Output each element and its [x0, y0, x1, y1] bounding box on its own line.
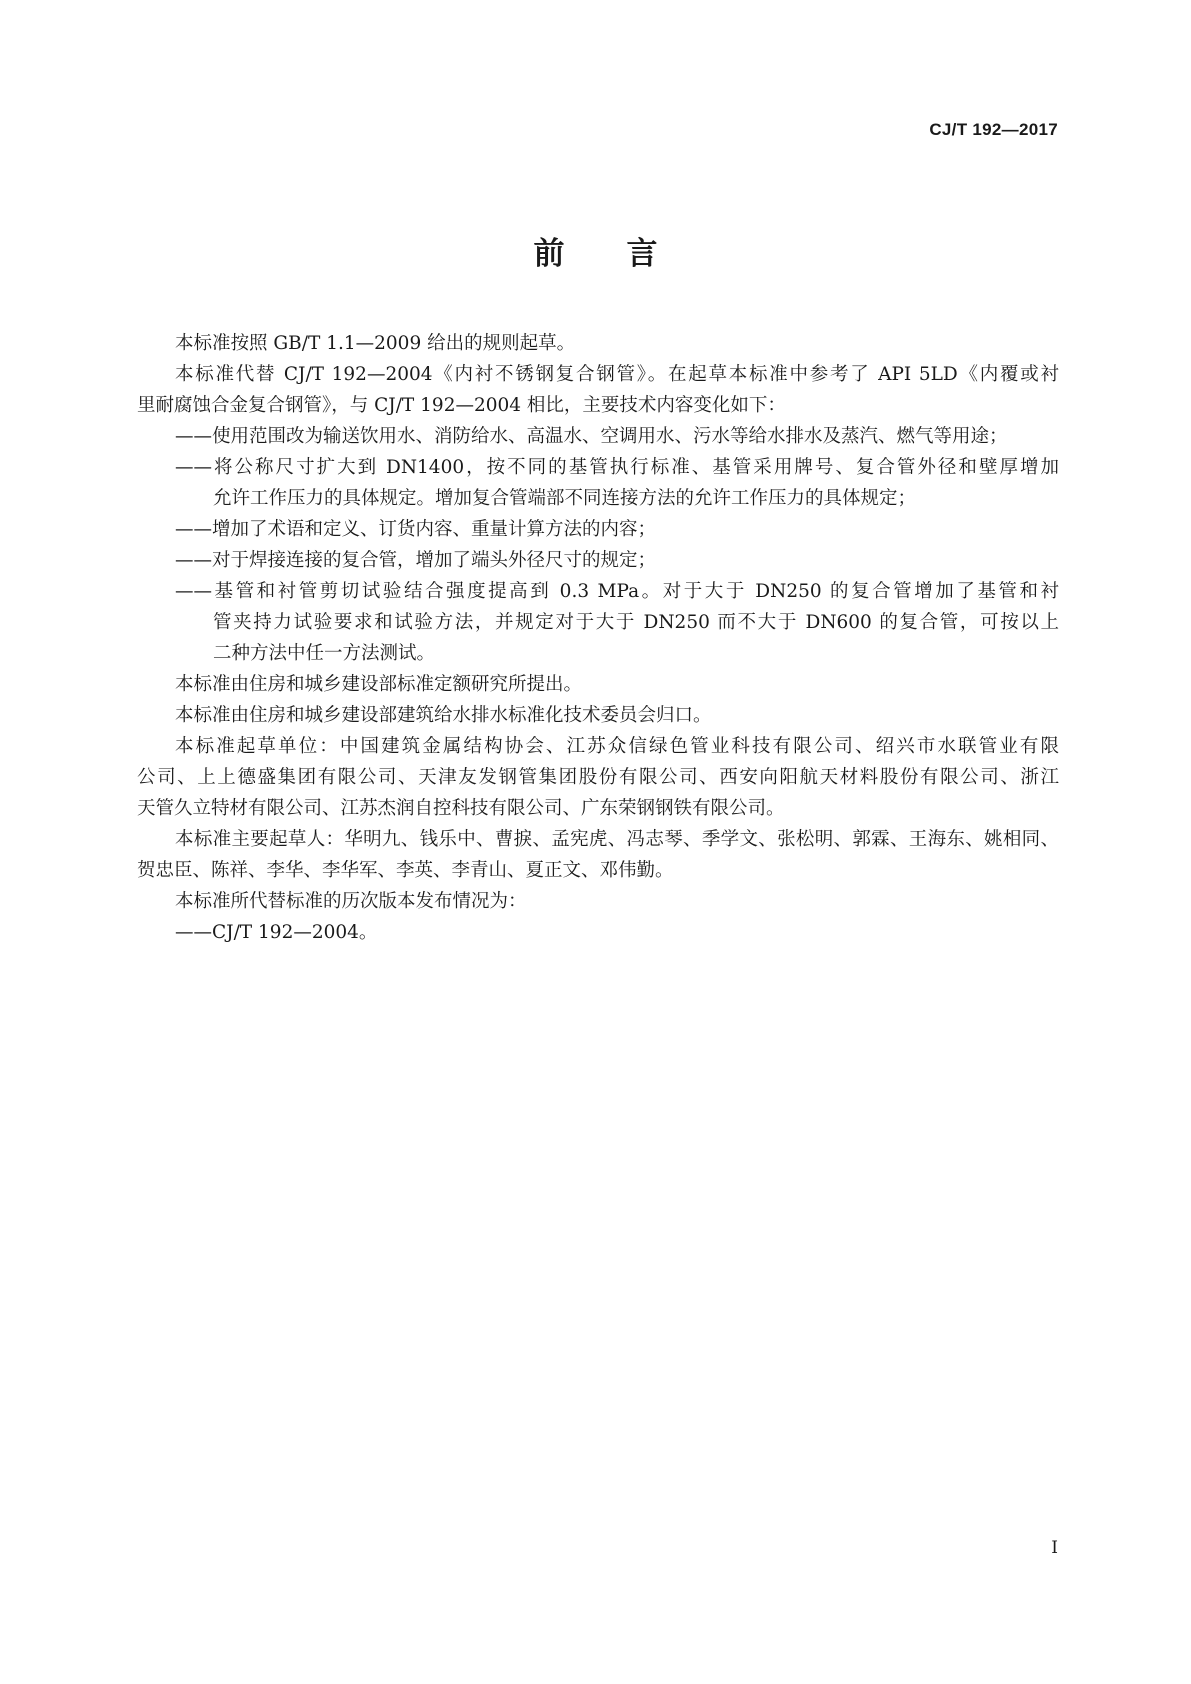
paragraph-drafting-rule: 本标准按照 GB/T 1.1—2009 给出的规则起草。 [175, 333, 576, 354]
change-item-size-line-1: ——将公称尺寸扩大到 DN1400，按不同的基管执行标准、基管采用牌号、复合管外径和壁厚增加 [175, 457, 1059, 478]
paragraph-replacement-line-2: 里耐腐蚀合金复合钢管》，与 CJ/T 192—2004 相比，主要技术内容变化如下： [137, 395, 786, 416]
change-item-terms: ——增加了术语和定义、订货内容、重量计算方法的内容； [175, 519, 657, 540]
preface-body [137, 328, 1059, 948]
page-title: 前言 [533, 236, 720, 272]
history-item: ——CJ/T 192—2004。 [175, 922, 378, 943]
paragraph-drafting-units-line-2: 公司、上上德盛集团有限公司、天津友发钢管集团股份有限公司、西安向阳航天材料股份有限公司、浙江 [137, 767, 1059, 788]
paragraph-proposer: 本标准由住房和城乡建设部标准定额研究所提出。 [175, 674, 583, 695]
change-item-shear-line-2: 管夹持力试验要求和试验方法，并规定对于大于 DN250 而不大于 DN600 的复合管，可按以上 [213, 612, 1059, 633]
paragraph-drafters-line-2: 贺忠臣、陈祥、李华、李华军、李英、李青山、夏正文、邓伟勤。 [137, 860, 674, 881]
change-item-shear-line-3: 二种方法中任一方法测试。 [213, 643, 436, 664]
standard-code: CJ/T 192—2017 [929, 120, 1058, 139]
paragraph-drafting-units-line-3: 天管久立特材有限公司、江苏杰润自控科技有限公司、广东荣钢钢铁有限公司。 [137, 798, 785, 819]
paragraph-committee: 本标准由住房和城乡建设部建筑给水排水标准化技术委员会归口。 [175, 705, 712, 726]
paragraph-history: 本标准所代替标准的历次版本发布情况为： [175, 891, 527, 912]
change-item-size-line-2: 允许工作压力的具体规定。增加复合管端部不同连接方法的允许工作压力的具体规定； [213, 488, 917, 509]
paragraph-drafters-line-1: 本标准主要起草人：华明九、钱乐中、曹捩、孟宪虎、冯志琴、季学文、张松明、郭霖、王海东、姚相同、 [175, 829, 1059, 850]
paragraph-replacement-line-1: 本标准代替 CJ/T 192—2004《内衬不锈钢复合钢管》。在起草本标准中参考了 API 5LD《内覆或衬 [175, 364, 1059, 385]
paragraph-drafting-units-line-1: 本标准起草单位：中国建筑金属结构协会、江苏众信绿色管业科技有限公司、绍兴市水联管业有限 [175, 736, 1059, 757]
change-item-shear-line-1: ——基管和衬管剪切试验结合强度提高到 0.3 MPa。对于大于 DN250 的复合管增加了基管和衬 [175, 581, 1059, 602]
page-number: I [1051, 1538, 1058, 1558]
change-item-welding: ——对于焊接连接的复合管，增加了端头外径尺寸的规定； [175, 550, 657, 571]
change-item-scope: ——使用范围改为输送饮用水、消防给水、高温水、空调用水、污水等给水排水及蒸汽、燃气等用途； [175, 426, 1008, 447]
